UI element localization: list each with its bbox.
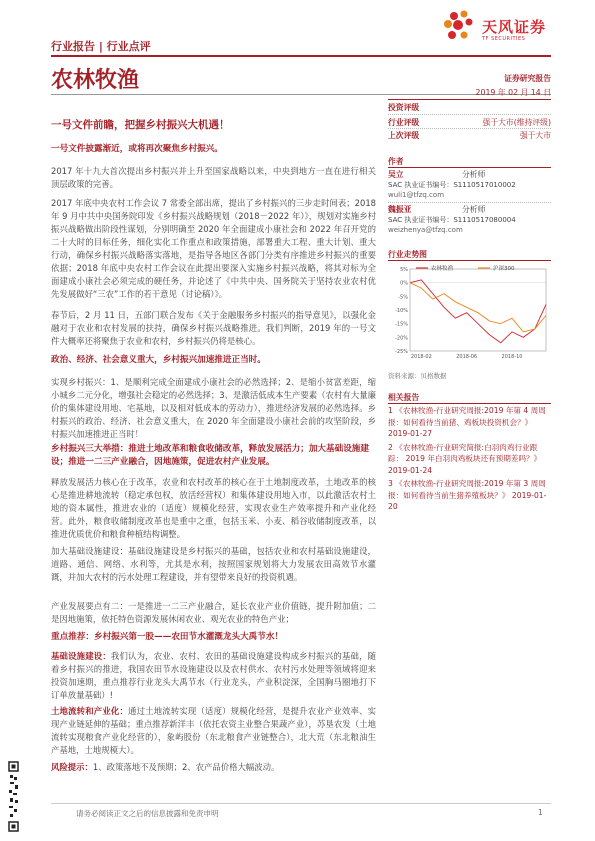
paragraph-9 [51,705,376,757]
author-name: 魏振亚 [388,205,412,214]
footer-disclaimer: 请务必阅读正文之后的信息披露和免责申明 [76,809,219,818]
y-tick-label: -15% [395,321,408,328]
author-email[interactable]: weizhenya@tfzq.com [388,226,463,234]
section-heading-2: 政治、经济、社会意义重大，乡村振兴加速推进正当时。 [51,355,266,365]
author-role: 分析师 [462,170,486,179]
industry-rating-row [388,117,551,128]
page-number: 1 [538,808,543,817]
section-heading-1: 一号文件披露渐近，或将再次聚焦乡村振兴。 [51,144,223,154]
x-tick-label: 2018-10 [501,354,523,360]
rating-label: 投资评级 [388,103,420,112]
paragraph-1: 2017 年十九大首次提出乡村振兴并上升至国家战略以来，中央到地方一直在进行相关顶层政策的完善。 [51,166,376,189]
rating-divider [388,114,551,115]
trend-rule [388,260,551,261]
y-tick-label: -10% [395,308,408,314]
qr-code-icon [8,760,19,835]
author-divider [388,202,551,203]
prev-rating-value: 强于大市 [519,131,551,140]
trend-label: 行业走势图 [388,250,427,259]
related-report-2[interactable]: 2 《农林牧渔-行业研究简报:白羽肉鸡行业跟踪： 2019 年白羽肉鸡板块还有预期差吗？》 2019-01-24 [388,442,542,475]
page-title: 农林牧渔 [51,68,140,93]
plot-frame [410,269,546,351]
related-rule [388,403,551,404]
paragraph-3: 春节后，2 月 11 日，五部门联合发布《关于金融服务乡村振兴的指导意见》，以强化金融对于农业和农村发展的扶持，确保乡村振兴战略推进。我们判断，2019 年的一号文件大概率还将聚焦于农业和农村，乡村振兴仍将是核心。 [51,310,376,346]
paragraph-7: 产业发展要点有二：一是推进一二三产业融合，延长农业产业价值链，提升附加值；二是因地施策，依托特色资源发展休闲农业、观光农业的特色产业； [51,601,376,624]
industry-trend-chart [388,263,551,363]
rating-divider-2 [388,128,551,129]
x-tick-label: 2018-02 [410,354,432,360]
authors-rule [388,167,551,168]
author-cert: SAC 执业证书编号：S1110517080004 [388,216,516,224]
y-tick-label: -20% [395,335,408,342]
related-report-1[interactable]: 1 《农林牧渔-行业研究周报:2019 年第 4 周周报：如何看待当前猪、鸡板块投资机会？》 2019-01-27 [388,406,546,438]
section-heading-3: 乡村振兴三大举措：推进土地改革和粮食收储改革，释放发展活力；加大基础设施建设；推进一二三产业融合，因地施策，促进农村产业发展。 [51,444,369,467]
author-2 [388,205,551,235]
paragraph-5: 释放发展活力核心在于改革，农业和农村改革的核心在于土地制度改革，土地改革的核心是推进耕地流转（稳定承包权，放活经营权）和集体建设用地入市，以此激活农村土地的资本属性，推进农业的（适度）规模化经营，实现农业生产效率提升和产业化经营。此外，粮食收储制度改革也是重中之重，包括玉米、小麦、稻谷收储制度改革，以推进优质优价和粮食种植结构调整。 [51,477,376,539]
legend-label: 沪深300 [493,266,515,272]
x-tick-label: 2018-06 [456,354,478,360]
y-tick-label: -25% [395,349,408,355]
series-line-hs300 [410,283,546,332]
right-rule [388,99,551,100]
industry-rating-value: 强于大市(维持评级) [482,118,551,127]
company-logo [440,8,560,44]
logo-text-cn: 天风证券 [482,18,547,36]
logo-mark-icon [440,8,480,44]
author-cert: SAC 执业证书编号：S1110517010002 [388,181,516,189]
section-heading-4: 重点推荐：乡村振兴第一股——农田节水灌溉龙头大禹节水！ [51,632,284,642]
related-report-3[interactable]: 3 《农林牧渔-行业研究周报:2019 年第 3 周周报：如何看待当前生猪养殖板块？》 2019-01-20 [388,479,547,511]
paragraph-9-text: 通过土地流转实现（适度）规模化经营，是提升农业产业效率、实现产业链延伸的基础；重点推荐新洋丰（依托农资主业整合果蔬产业），苏垦农发（土地流转实现粮食产业化经营的），象屿股份（东北粮食产业链整合），北大荒（东北粮油生产基地，土地规模大）。 [51,706,377,755]
paragraph-8 [51,650,376,702]
related-label: 相关报告 [388,393,420,402]
y-tick-label: 0% [400,280,408,287]
author-name: 吴立 [388,170,404,179]
related-list [388,405,551,513]
prev-rating-label: 上次评级 [388,131,420,140]
industry-rating-label: 行业评级 [388,118,420,127]
paragraph-8-key: 基础设施建设： [51,651,111,661]
chart-source: 资料来源：贝格数据 [388,372,447,380]
logo-text-en: TF SECURITIES [482,36,526,42]
paragraph-4: 实现乡村振兴：1、是顺利完成全面建成小康社会的必然选择；2、是缩小贫富差距，缩小城乡二元分化，增强社会稳定的必然选择；3、是激活低成本生产要素（农村有大量廉价的集体建设用地、宅基地，以及相对低成本的劳动力），推进经济发展的必然选择。乡村振兴的政治、经济、社会意义重大，在 2020 年全面建设小康社会前的攻坚阶段，乡村振兴加速推进正当时！ [51,377,376,439]
header-rule [51,55,551,57]
y-tick-label: 5% [400,267,408,273]
report-date: 2019 年 02 月 14 日 [475,88,551,97]
authors-label: 作者 [388,157,404,166]
risk-key: 风险提示： [51,762,93,772]
paragraph-9-key: 土地流转和产业化： [51,706,129,716]
paragraph-2: 2017 年底中央农村工作会议 7 常委全部出席，提出了乡村振兴的三步走时间表；2018 年 9 月中共中央国务院印发《乡村振兴战略规划（2018－2022 年）》，规划对实施乡村振兴战略做出阶段性谋划，分别明确至 2020 年全面建成小康社会和 2022 年召开党的二十大时的目标任务，细化实化工作重点和政策措施，部署重大工程、重大计划、重大行动，确保乡村振兴战略落实落地，是指导各地区各部门分类有序推进乡村振兴的重要依据；2018 年底中央农村工作会议在此提出要深入实施乡村振兴战略，将其对标为全面建成小康社会必须完成的硬任务，并论述了《中共中央、国务院关于坚持农业农村优先发展做好“三农”工作的若干意见（讨论稿）》。 [51,198,376,299]
breadcrumb: 行业报告 | 行业点评 [51,40,151,53]
y-tick-label: -5% [398,294,408,301]
risk-text: 1、政策落地不及预期；2、农产品价格大幅波动。 [92,762,280,772]
series-line-nonglin [410,280,546,343]
paragraph-10 [51,761,376,774]
report-subtitle: 一号文件前瞻，把握乡村振兴大机遇！ [51,119,230,131]
author-1 [388,170,551,200]
legend-label: 农林牧渔 [431,266,454,272]
paragraph-6: 加大基础设施建设：基础设施建设是乡村振兴的基础，包括农业和农村基础设施建设，道路、通信、网络、水利等，尤其是水利，按照国家规划将大力发展农田高效节水灌溉，并加大农村的污水处理工程建设，并有望带来良好的投资机遇。 [51,546,376,582]
report-type: 证券研究报告 [504,74,551,83]
author-role: 分析师 [462,205,486,214]
author-email[interactable]: wuli1@tfzq.com [388,191,445,199]
prev-rating-row [388,130,551,141]
paragraph-8-text: 我们认为，农业、农村、农田的基础设施建设构成乡村振兴的基础，随着乡村振兴的推进，我国农田节水设施建设以及农村供水、农村污水处理等领域将迎来投资加速期，重点推荐行业龙头大禹节水（行业龙头，产业积淀深，全国胸马圈地打下订单放量基础）! [51,651,377,700]
footer-rule [51,803,551,804]
